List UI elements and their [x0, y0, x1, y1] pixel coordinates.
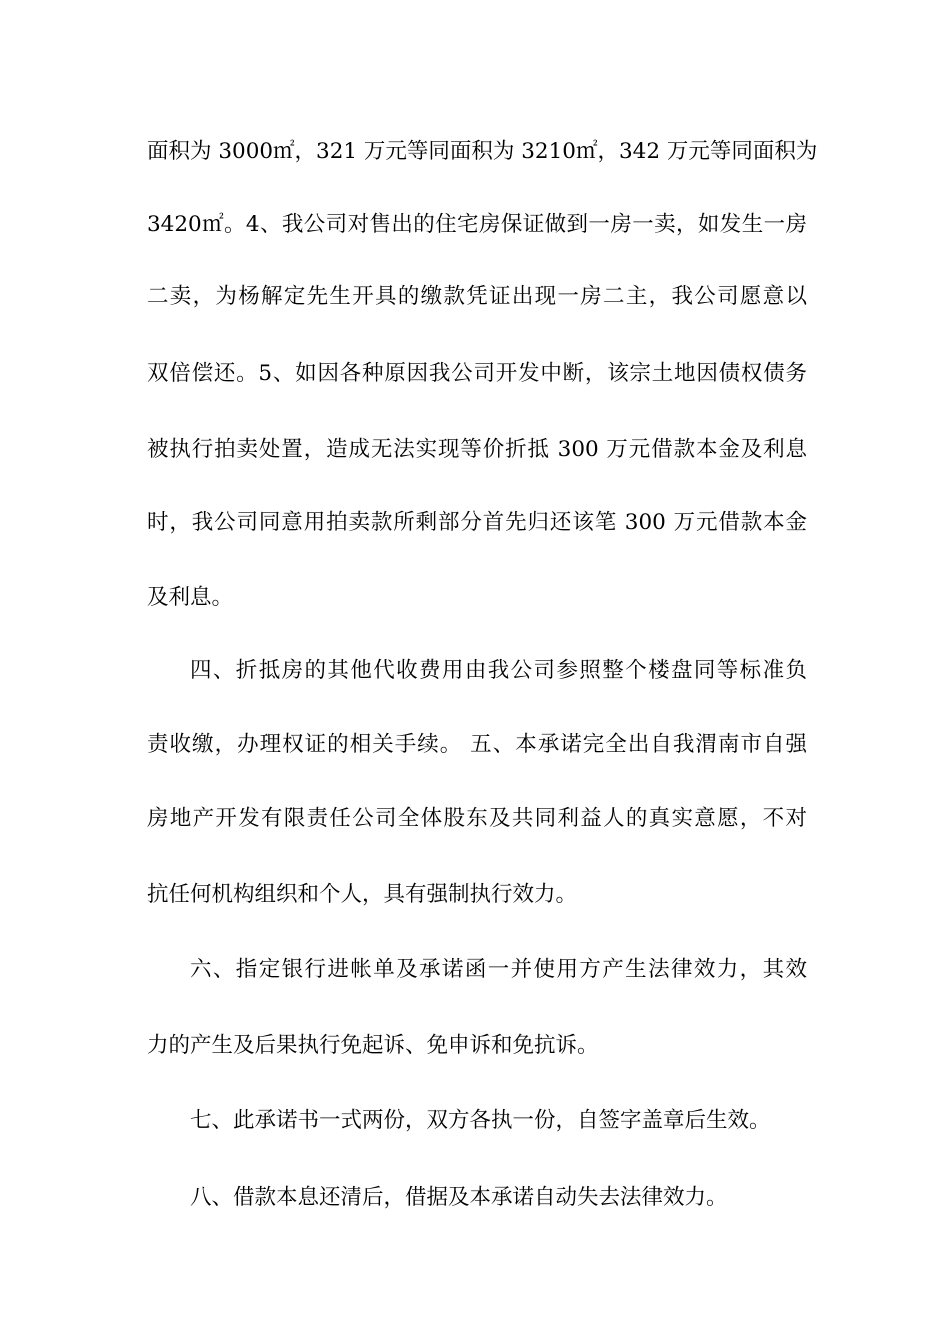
paragraph-seven: 七、此承诺书一式两份，双方各执一份，自签字盖章后生效。	[190, 1108, 771, 1133]
text-line: 3420㎡。4、我公司对售出的住宅房保证做到一房一卖，如发生一房	[147, 212, 807, 237]
text-line: 抗任何机构组织和个人，具有强制执行效力。	[147, 882, 578, 907]
text-line: 房地产开发有限责任公司全体股东及共同利益人的真实意愿，不对	[147, 806, 807, 831]
text-line: 及利息。	[147, 585, 234, 610]
text-line: 力的产生及后果执行免起诉、免申诉和免抗诉。	[147, 1033, 599, 1058]
text-line: 时，我公司同意用拍卖款所剩部分首先归还该笔 300 万元借款本金	[147, 510, 807, 535]
text-line: 二卖，为杨解定先生开具的缴款凭证出现一房二主，我公司愿意以	[147, 284, 807, 309]
text-line: 双倍偿还。5、如因各种原因我公司开发中断，该宗土地因债权债务	[147, 361, 807, 386]
paragraph-four-start: 四、折抵房的其他代收费用由我公司参照整个楼盘同等标准负	[190, 658, 807, 683]
text-line: 责收缴，办理权证的相关手续。 五、本承诺完全出自我渭南市自强	[147, 732, 807, 757]
text-line: 被执行拍卖处置，造成无法实现等价折抵 300 万元借款本金及利息	[147, 437, 807, 462]
paragraph-eight: 八、借款本息还清后，借据及本承诺自动失去法律效力。	[190, 1185, 728, 1210]
paragraph-six-start: 六、指定银行进帐单及承诺函一并使用方产生法律效力，其效	[190, 957, 807, 982]
text-line: 面积为 3000㎡，321 万元等同面积为 3210㎡，342 万元等同面积为	[147, 139, 818, 164]
